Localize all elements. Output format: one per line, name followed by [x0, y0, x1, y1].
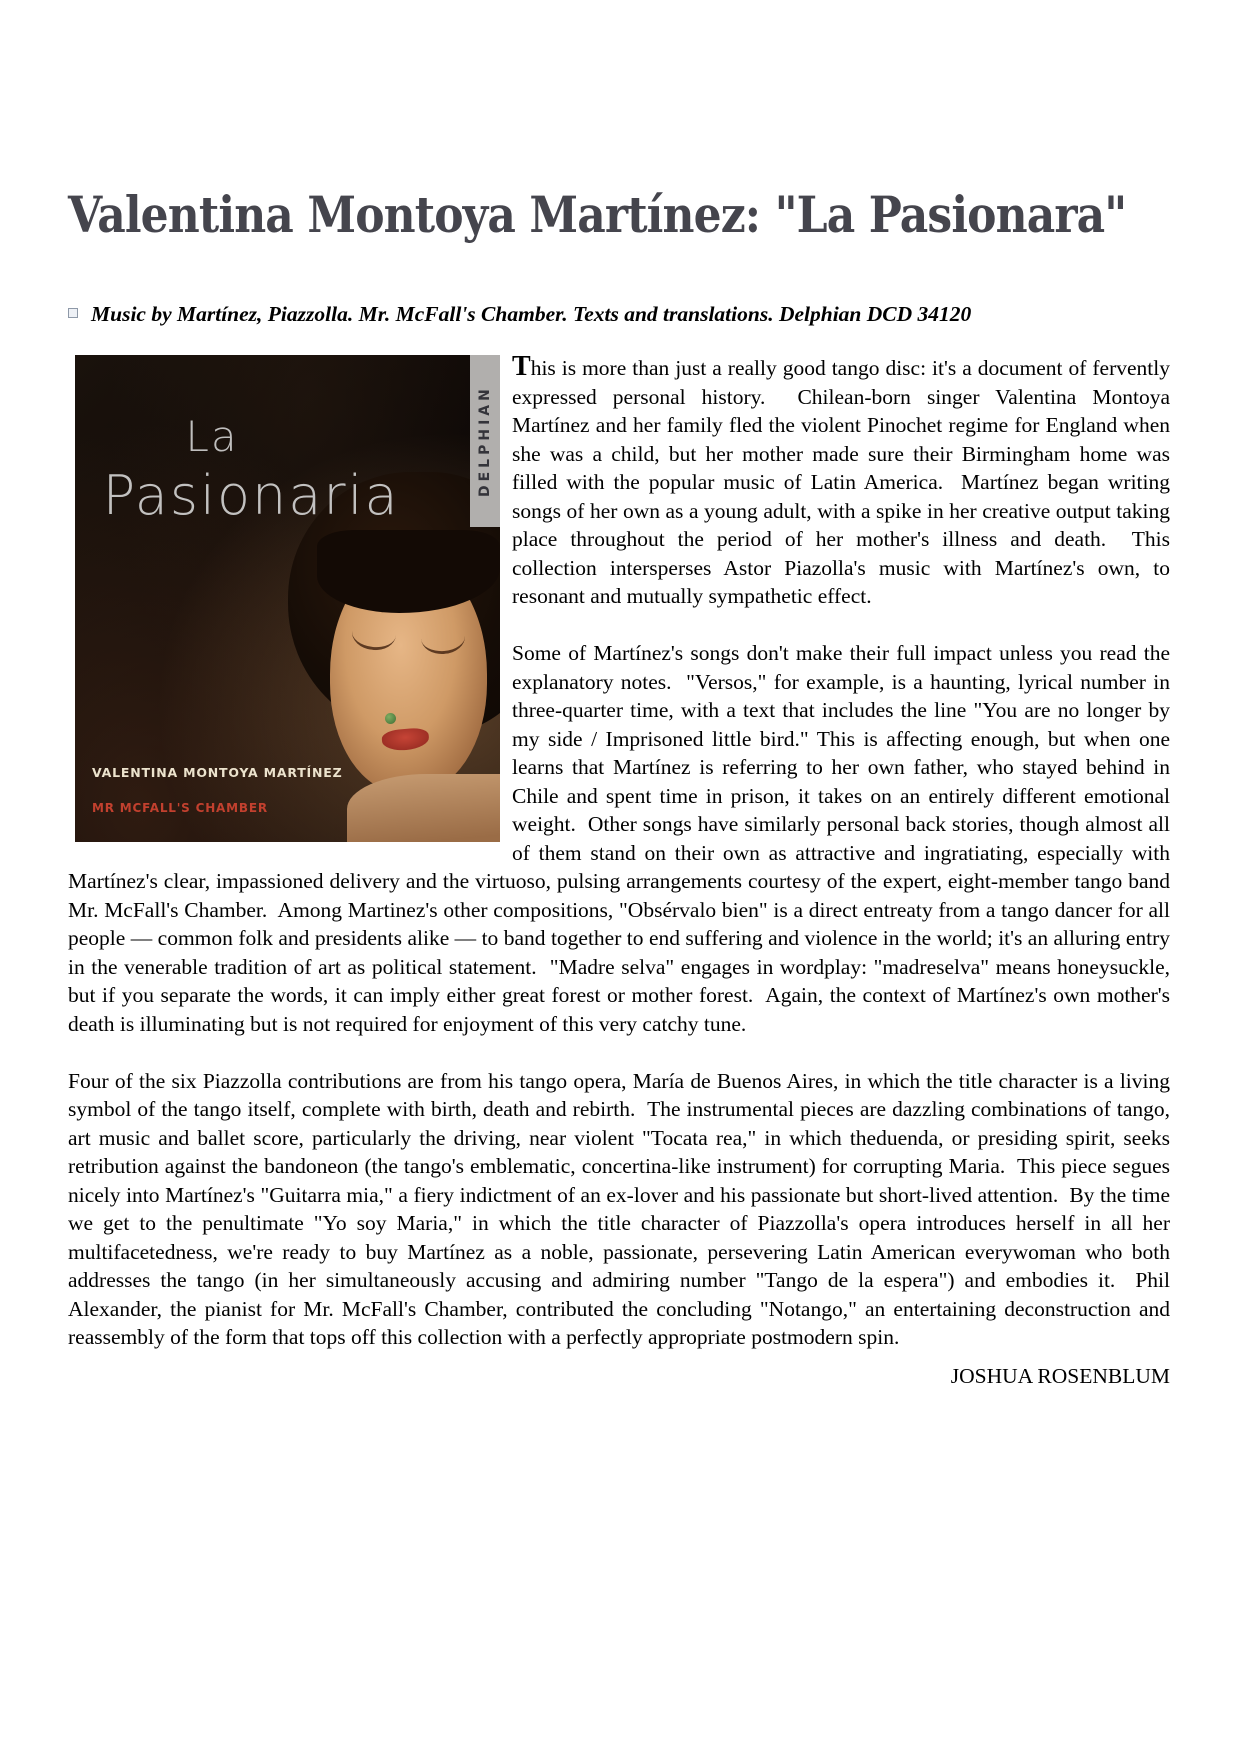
article-subtitle: Music by Martínez, Piazzolla. Mr. McFall's Chamber. Texts and translations. Delphian DCD 34120 — [91, 302, 972, 326]
cover-credits — [92, 759, 342, 822]
square-bullet-icon — [68, 308, 78, 318]
byline: JOSHUA ROSENBLUM — [950, 1363, 1170, 1388]
cover-title-pasionaria: Pasionaria — [102, 463, 400, 527]
closed-eye-left — [350, 614, 397, 652]
portrait-lips — [381, 727, 430, 752]
cover-ensemble-name: MR MCFALL'S CHAMBER — [92, 800, 268, 815]
closed-eye-right — [420, 620, 466, 656]
delphian-label-strip: DELPHIAN — [470, 355, 500, 527]
cover-artist-name: VALENTINA MONTOYA MARTÍNEZ — [92, 765, 343, 781]
paragraph-3: Four of the six Piazzolla contributions are from his tango opera, María de Buenos Aires, in which the title character is a living symbol of the tango itself, complete with birth, death and rebirth. The instrumental pieces are dazzling combinations of tango, art music and ballet score, particularly the driving, near violent "Tocata rea," in which theduenda, or presiding spirit, seeks retribution against the bandoneon (the tango's emblematic, concertina-like instrument) for corrupting Maria. This piece segues nicely into Martínez's "Guitarra mia," a fiery indictment of an ex-lover and his passionate but short-lived attention. By the time we get to the penultimate "Yo soy Maria," in which the title character of Piazzolla's opera introduces herself in all her multifacetedness, we're ready to buy Martínez as a noble, passionate, persevering Latin American everywoman who both addresses the tango (in her simultaneously accusing and admiring number "Tango de la espera") and embodies it. Phil Alexander, the pianist for Mr. McFall's Chamber, contributed the concluding "Notango," an entertaining deconstruction and reassembly of the form that tops off this collection with a perfectly appropriate postmodern spin. — [68, 1068, 1176, 1349]
article-body — [68, 351, 1176, 1390]
subtitle-row — [68, 302, 1170, 327]
content-column — [68, 185, 1176, 1390]
lead-capital: T — [512, 351, 531, 382]
paragraph-2: Some of Martínez's songs don't make their full impact unless you read the explanatory notes. "Versos," for example, is a haunting, lyrical number in three-quarter time, with a text that includes the line "You are no longer by my side / Imprisoned little bird." This is affecting enough, but when one learns that Martínez is referring to her own father, who stayed behind in Chile and spent time in prison, it takes on an entirely different emotional weight. Other songs have similarly personal back stories, though almost all of them stand on their own as attractive and ingratiating, especially with Martínez's clear, impassioned delivery and the virtuoso, pulsing arrangements courtesy of the expert, eight-member tango band Mr. McFall's Chamber. Among Martinez's other compositions, "Obsérvalo bien" is a direct entreaty from a tango dancer for all people — common folk and presidents alike — to band together to end suffering and violence in the world; it's an alluring entry in the venerable tradition of art as political statement. "Madre selva" engages in wordplay: "madreselva" means honeysuckle, but if you separate the words, it can imply either great forest or mother forest. Again, the context of Martínez's own mother's death is illuminating but is not required for enjoyment of this very catchy tune. — [68, 641, 1176, 1036]
paragraph-1-text: his is more than just a really good tango disc: it's a document of fervently expressed personal history. Chilean-born singer Valentina Montoya Martínez and her family fled the violent Pinochet regime for England when she was a child, but her mother made sure their Birmingham home was filled with the popular music of Latin America. Martínez began writing songs of her own as a young adult, with a spike in her creative output taking place throughout the period of her mother's illness and death. This collection intersperses Astor Piazolla's music with Martínez's own, to resonant and mutually sympathetic effect. — [512, 356, 1176, 608]
portrait-neck — [347, 774, 500, 842]
album-cover — [75, 355, 500, 842]
page-title: Valentina Montoya Martínez: "La Pasionara" — [68, 185, 1127, 244]
cover-title-la: La — [185, 412, 239, 462]
